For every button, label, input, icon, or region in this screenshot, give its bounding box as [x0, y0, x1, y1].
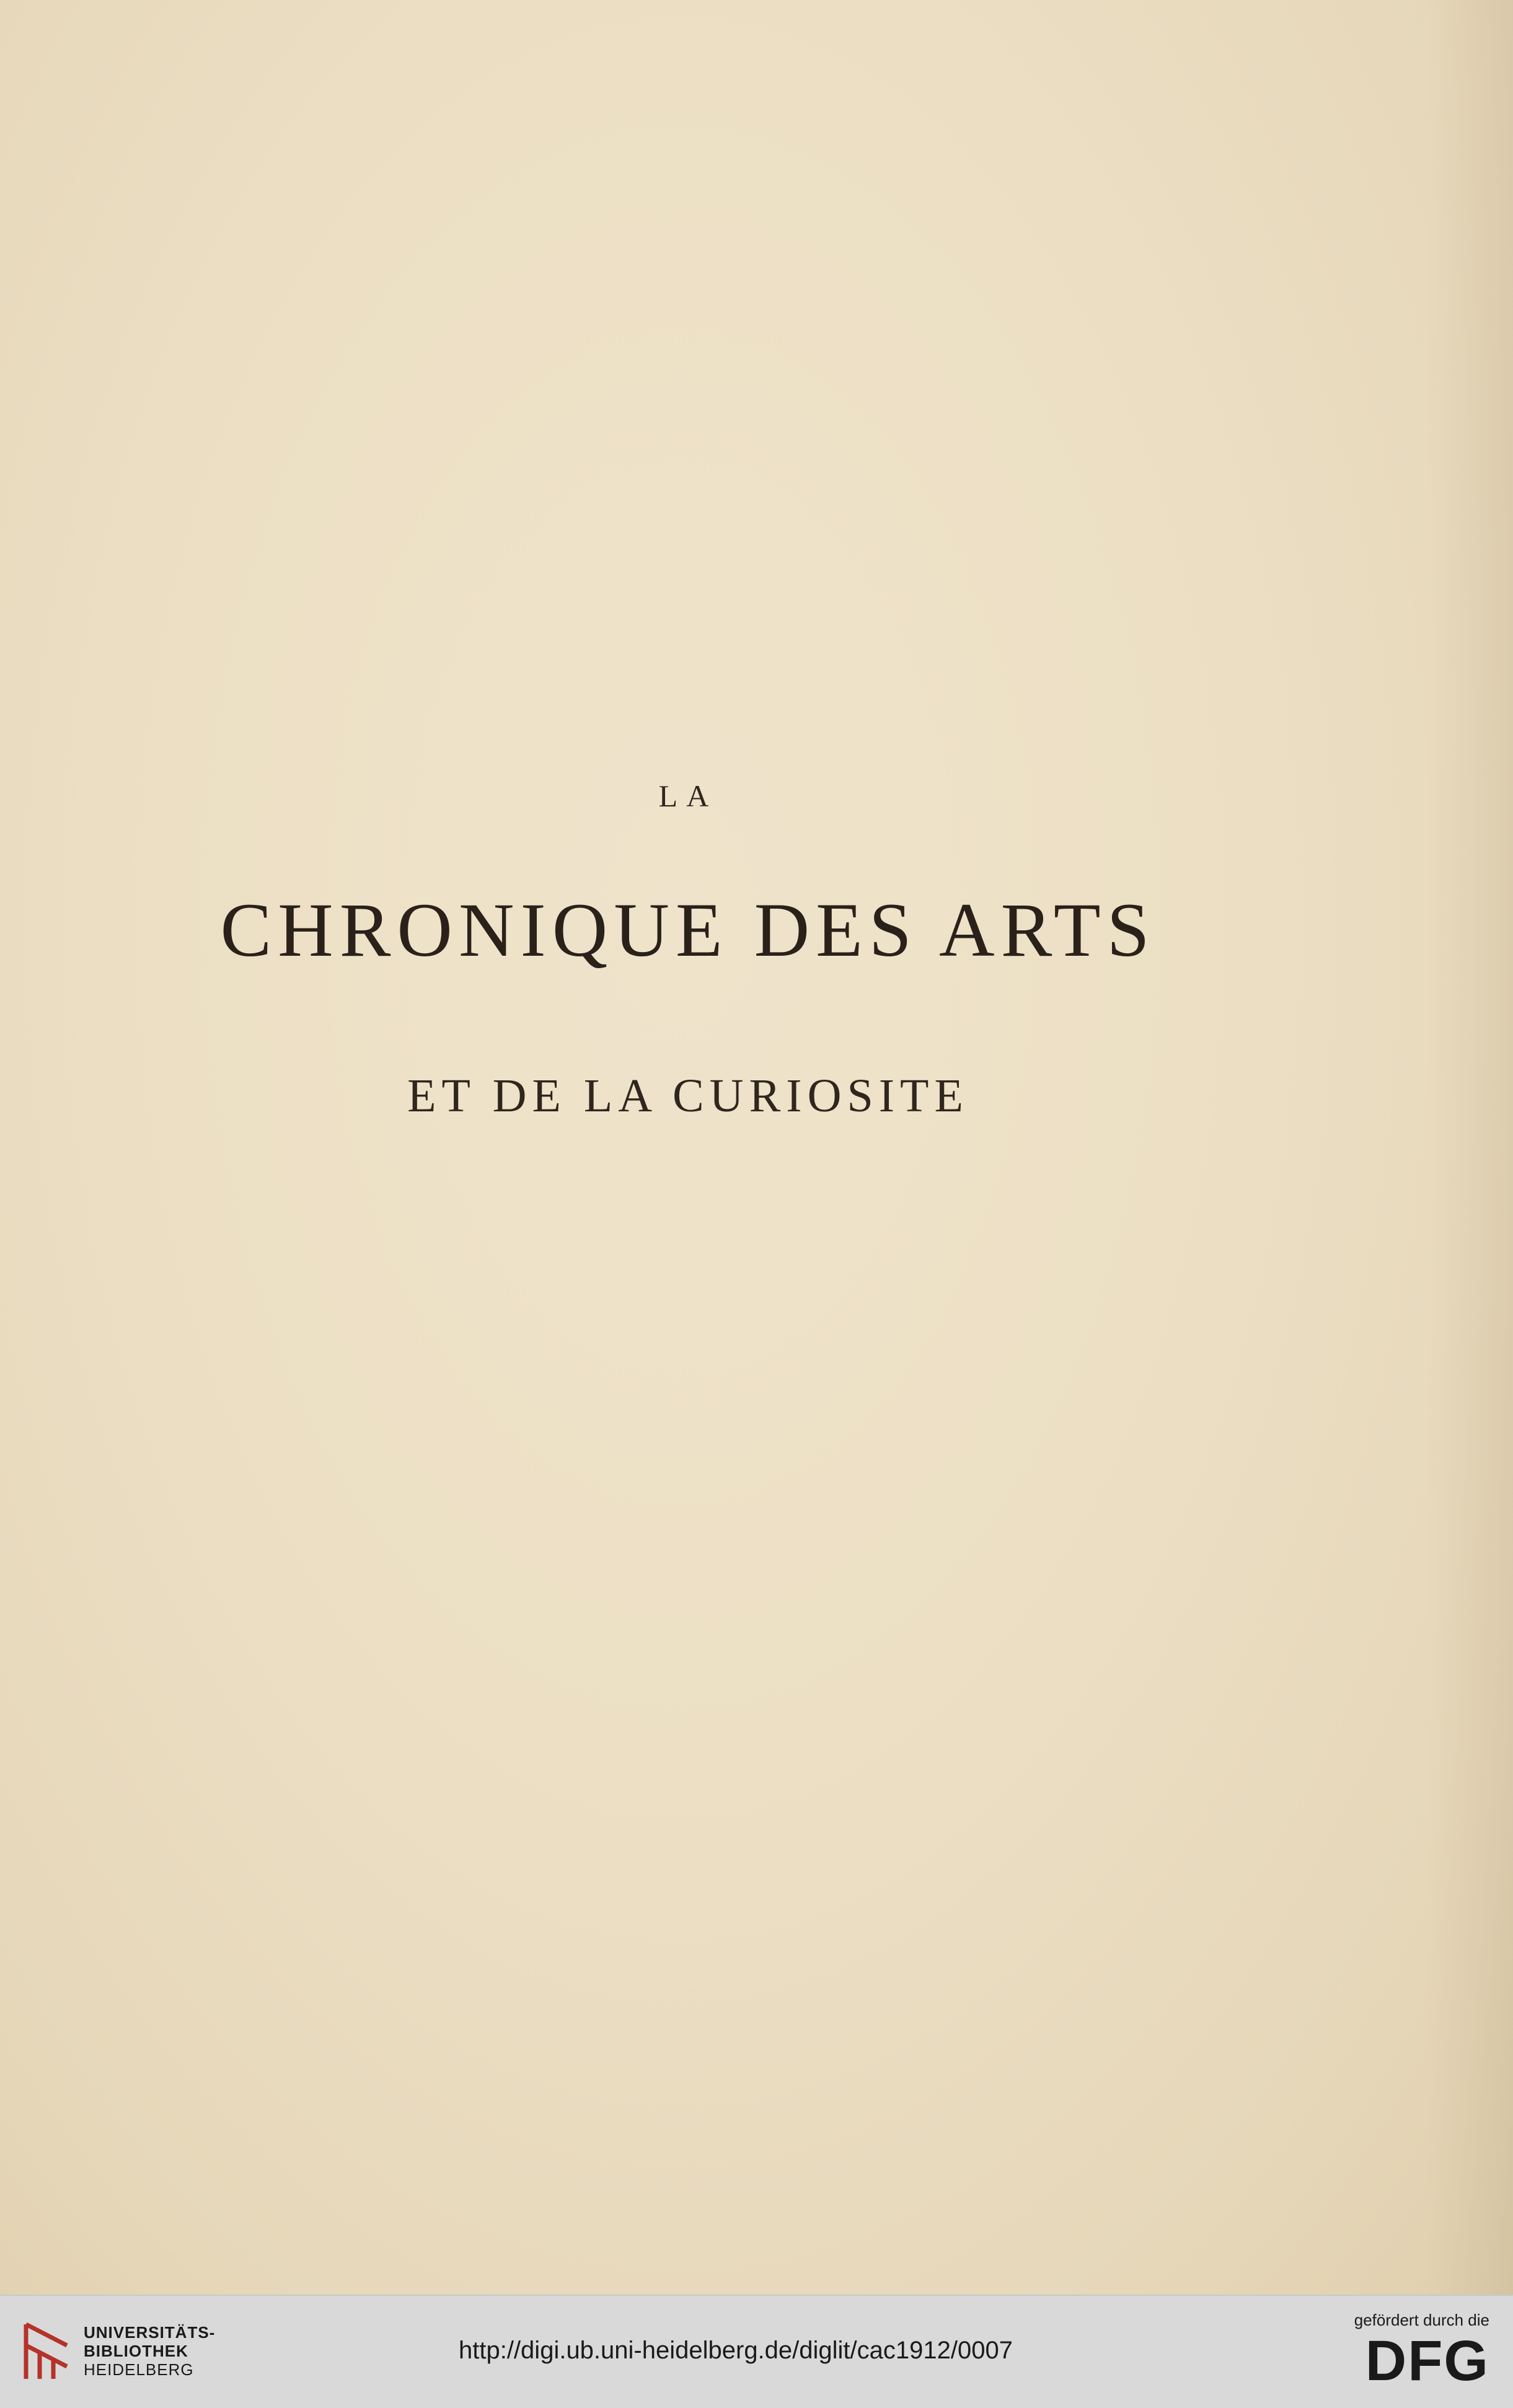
- dfg-logo-icon: DFG: [1365, 2329, 1489, 2393]
- university-library-logo-icon: [19, 2321, 74, 2383]
- library-name-line-2: BIBLIOTHEK: [84, 2342, 188, 2360]
- library-name-line-1: UNIVERSITÄTS-: [84, 2323, 216, 2342]
- title-main: CHRONIQUE DES ARTS: [220, 888, 1156, 972]
- viewer-footer: [0, 2295, 1513, 2408]
- title-article: LA: [658, 778, 718, 813]
- library-name-line-3: HEIDELBERG: [84, 2360, 194, 2379]
- library-name: [84, 2323, 215, 2379]
- title-subtitle: ET DE LA CURIOSITE: [407, 1070, 969, 1122]
- funding-text: gefördert durch die: [1354, 2311, 1489, 2329]
- funding-notice: [1354, 2311, 1489, 2393]
- permalink-url[interactable]: http://digi.ub.uni-heidelberg.de/diglit/cac1912/0007: [459, 2337, 1013, 2364]
